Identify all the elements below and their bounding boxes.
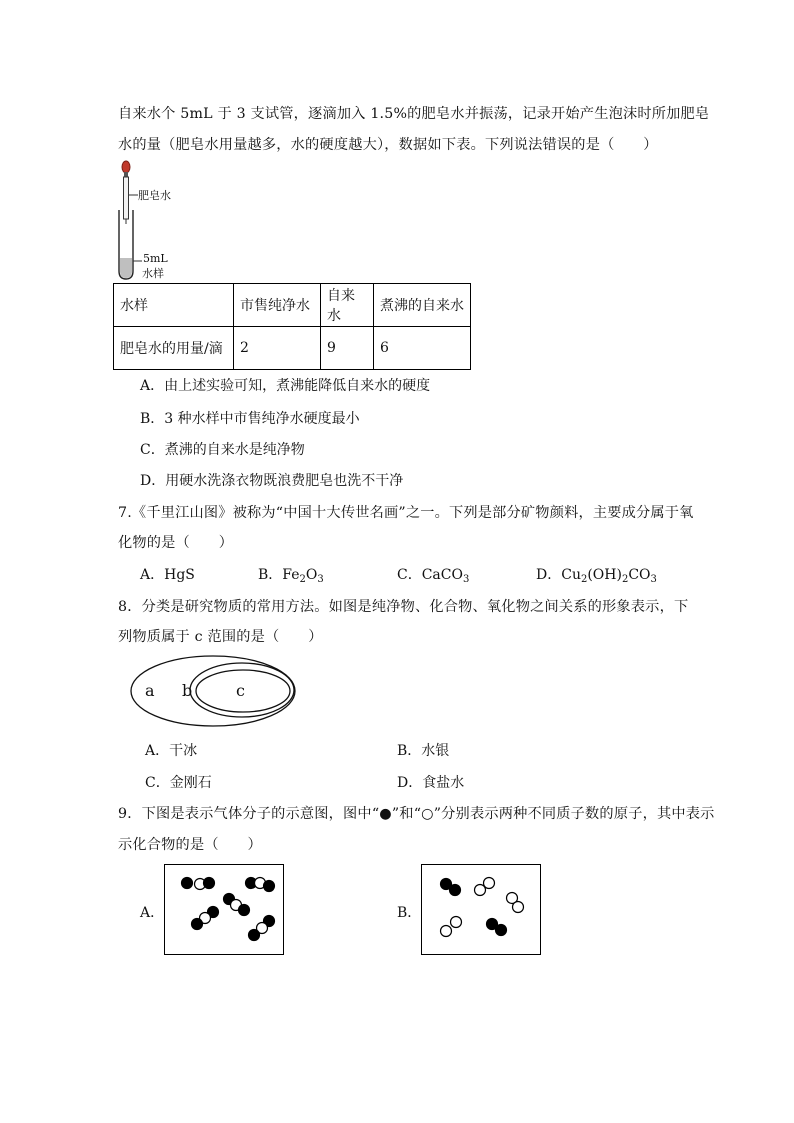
- q9-option-b: B．: [397, 905, 422, 921]
- atom-filled: [264, 881, 275, 892]
- q7-stem-line2: 化物的是（ ）: [118, 535, 234, 551]
- dropper-glass: [124, 177, 129, 219]
- q9-stem-line1: 9．下图是表示气体分子的示意图，图中“●”和“○”分别表示两种不同质子数的原子，其中表示: [118, 806, 715, 822]
- table-cell: 煮沸的自来水: [374, 284, 471, 327]
- venn-label-b: b: [182, 681, 193, 700]
- q6-stem-line2: 水的量（肥皂水用量越多，水的硬度越大），数据如下表。下列说法错误的是（ ）: [118, 137, 658, 153]
- q6-option-c: C．煮沸的自来水是纯净物: [140, 442, 305, 458]
- atom-filled: [182, 878, 193, 889]
- dropper-bulb: [122, 161, 130, 173]
- q9-option-a: A．: [140, 905, 165, 921]
- label-soap-water: 肥皂水: [138, 189, 171, 202]
- water-sample: [120, 258, 132, 278]
- q7-option-a: A．HgS: [140, 567, 195, 583]
- atom-filled: [204, 878, 215, 889]
- q9-stem-line2: 示化合物的是（ ）: [118, 837, 262, 853]
- table-cell: 肥皂水的用量/滴: [114, 327, 234, 370]
- table-cell: 水样: [114, 284, 234, 327]
- table-cell: 市售纯净水: [234, 284, 321, 327]
- table-header-row: [114, 284, 471, 327]
- atom-open: [441, 926, 452, 937]
- label-5ml: 5mL: [143, 252, 168, 265]
- atom-open: [484, 878, 495, 889]
- table-cell: 2: [234, 327, 321, 370]
- atom-open: [513, 902, 524, 913]
- q7-stem-line1: 7.《千里江山图》被称为“中国十大传世名画”之一。下列是部分矿物颜料，主要成分属于氧: [118, 505, 694, 521]
- atom-open: [451, 917, 462, 928]
- molecule-box-b: [421, 864, 541, 955]
- atom-filled: [450, 885, 461, 896]
- table-cell: 9: [321, 327, 374, 370]
- table-cell: 自来水: [321, 284, 374, 327]
- q6-option-d: D．用硬水洗涤衣物既浪费肥皂也洗不干净: [140, 473, 404, 489]
- q8-option-c: C．金刚石: [145, 775, 212, 791]
- atom-filled: [249, 930, 260, 941]
- venn-label-a: a: [145, 681, 155, 700]
- label-water-sample: 水样: [142, 267, 164, 280]
- table-cell: 6: [374, 327, 471, 370]
- q8-option-b: B．水银: [397, 743, 450, 759]
- q8-stem-line1: 8．分类是研究物质的常用方法。如图是纯净物、化合物、氧化物之间关系的形象表示，下: [118, 599, 689, 615]
- atom-filled: [239, 905, 250, 916]
- q7-option-d: D．$Cu_2(OH)_2CO_3$: [536, 567, 657, 585]
- venn-outer-a: [131, 656, 295, 726]
- q8-stem-line2: 列物质属于 c 范围的是（ ）: [118, 629, 323, 645]
- q7-option-c: C．CaCO$_3$: [397, 567, 470, 585]
- molecule-box-a: [164, 864, 284, 955]
- q6-option-b: B．3 种水样中市售纯净水硬度最小: [140, 411, 360, 427]
- q7-option-b: B．$Fe_2O_3$: [258, 567, 324, 585]
- venn-diagram: [130, 655, 300, 730]
- q8-option-d: D．食盐水: [397, 775, 465, 791]
- dropper-neck: [124, 172, 128, 177]
- q6-option-a: A．由上述实验可知，煮沸能降低自来水的硬度: [140, 378, 431, 394]
- table-row: [114, 327, 471, 370]
- atom-filled: [496, 925, 507, 936]
- q8-option-a: A．干冰: [145, 743, 198, 759]
- q6-stem-line1: 自来水个 5mL 于 3 支试管，逐滴加入 1.5%的肥皂水并振荡，记录开始产生泡沫时所加肥皂: [118, 106, 710, 122]
- atom-filled: [192, 919, 203, 930]
- soap-usage-table: [113, 283, 471, 370]
- venn-label-c: c: [236, 681, 245, 700]
